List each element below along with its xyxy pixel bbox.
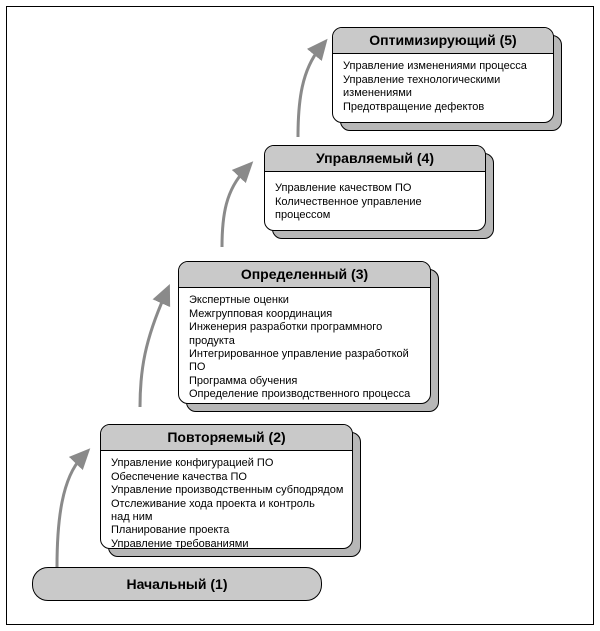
level-2-item: Управление конфигурацией ПО bbox=[111, 457, 274, 470]
level-2-item: над ним bbox=[111, 511, 153, 524]
level-2-item: Планирование проекта bbox=[111, 524, 230, 537]
level-3-body bbox=[179, 288, 430, 404]
level-5-body bbox=[333, 54, 553, 118]
level-3-header: Определенный (3) bbox=[179, 262, 430, 288]
level-5-header: Оптимизирующий (5) bbox=[333, 28, 553, 54]
level-4-body bbox=[265, 172, 485, 226]
level-5-item: Предотвращение дефектов bbox=[343, 100, 485, 113]
level-3-item: Интегрированное управление разработкой ПО bbox=[189, 348, 412, 374]
level-5-card[interactable] bbox=[332, 27, 554, 123]
level-1-header: Начальный (1) bbox=[126, 576, 228, 592]
level-4-item: Управление качеством ПО bbox=[275, 182, 412, 195]
level-3-item: Инженерия разработки программного продукта bbox=[189, 321, 386, 347]
level-2-item: Отслеживание хода проекта и контроль bbox=[111, 497, 315, 510]
level-2-item: Обеспечение качества ПО bbox=[111, 470, 247, 483]
level-2-header: Повторяемый (2) bbox=[101, 425, 352, 451]
level-3-item: Межгрупповая координация bbox=[189, 307, 333, 320]
level-3-item: Программа обучения bbox=[189, 374, 298, 387]
level-2-card[interactable] bbox=[100, 424, 353, 549]
level-5-item: Управление технологическими bbox=[343, 73, 501, 86]
level-5-item: изменениями bbox=[343, 87, 412, 100]
level-3-item: Определение производственного процесса bbox=[189, 388, 411, 401]
level-4-card[interactable] bbox=[264, 145, 486, 231]
level-1-card[interactable] bbox=[32, 567, 322, 601]
level-2-body bbox=[101, 451, 352, 549]
level-3-card[interactable] bbox=[178, 261, 431, 404]
level-4-item: Количественное управление bbox=[275, 195, 422, 208]
level-3-item bbox=[189, 402, 422, 404]
level-5-item: Управление изменениями процесса bbox=[343, 60, 527, 73]
level-3-item: Экспертные оценки bbox=[189, 294, 289, 307]
level-2-item: Управление производственным субподрядом bbox=[111, 484, 344, 497]
level-4-header: Управляемый (4) bbox=[265, 146, 485, 172]
level-2-item: Управление требованиями bbox=[111, 537, 249, 549]
level-4-item: процессом bbox=[275, 209, 331, 222]
